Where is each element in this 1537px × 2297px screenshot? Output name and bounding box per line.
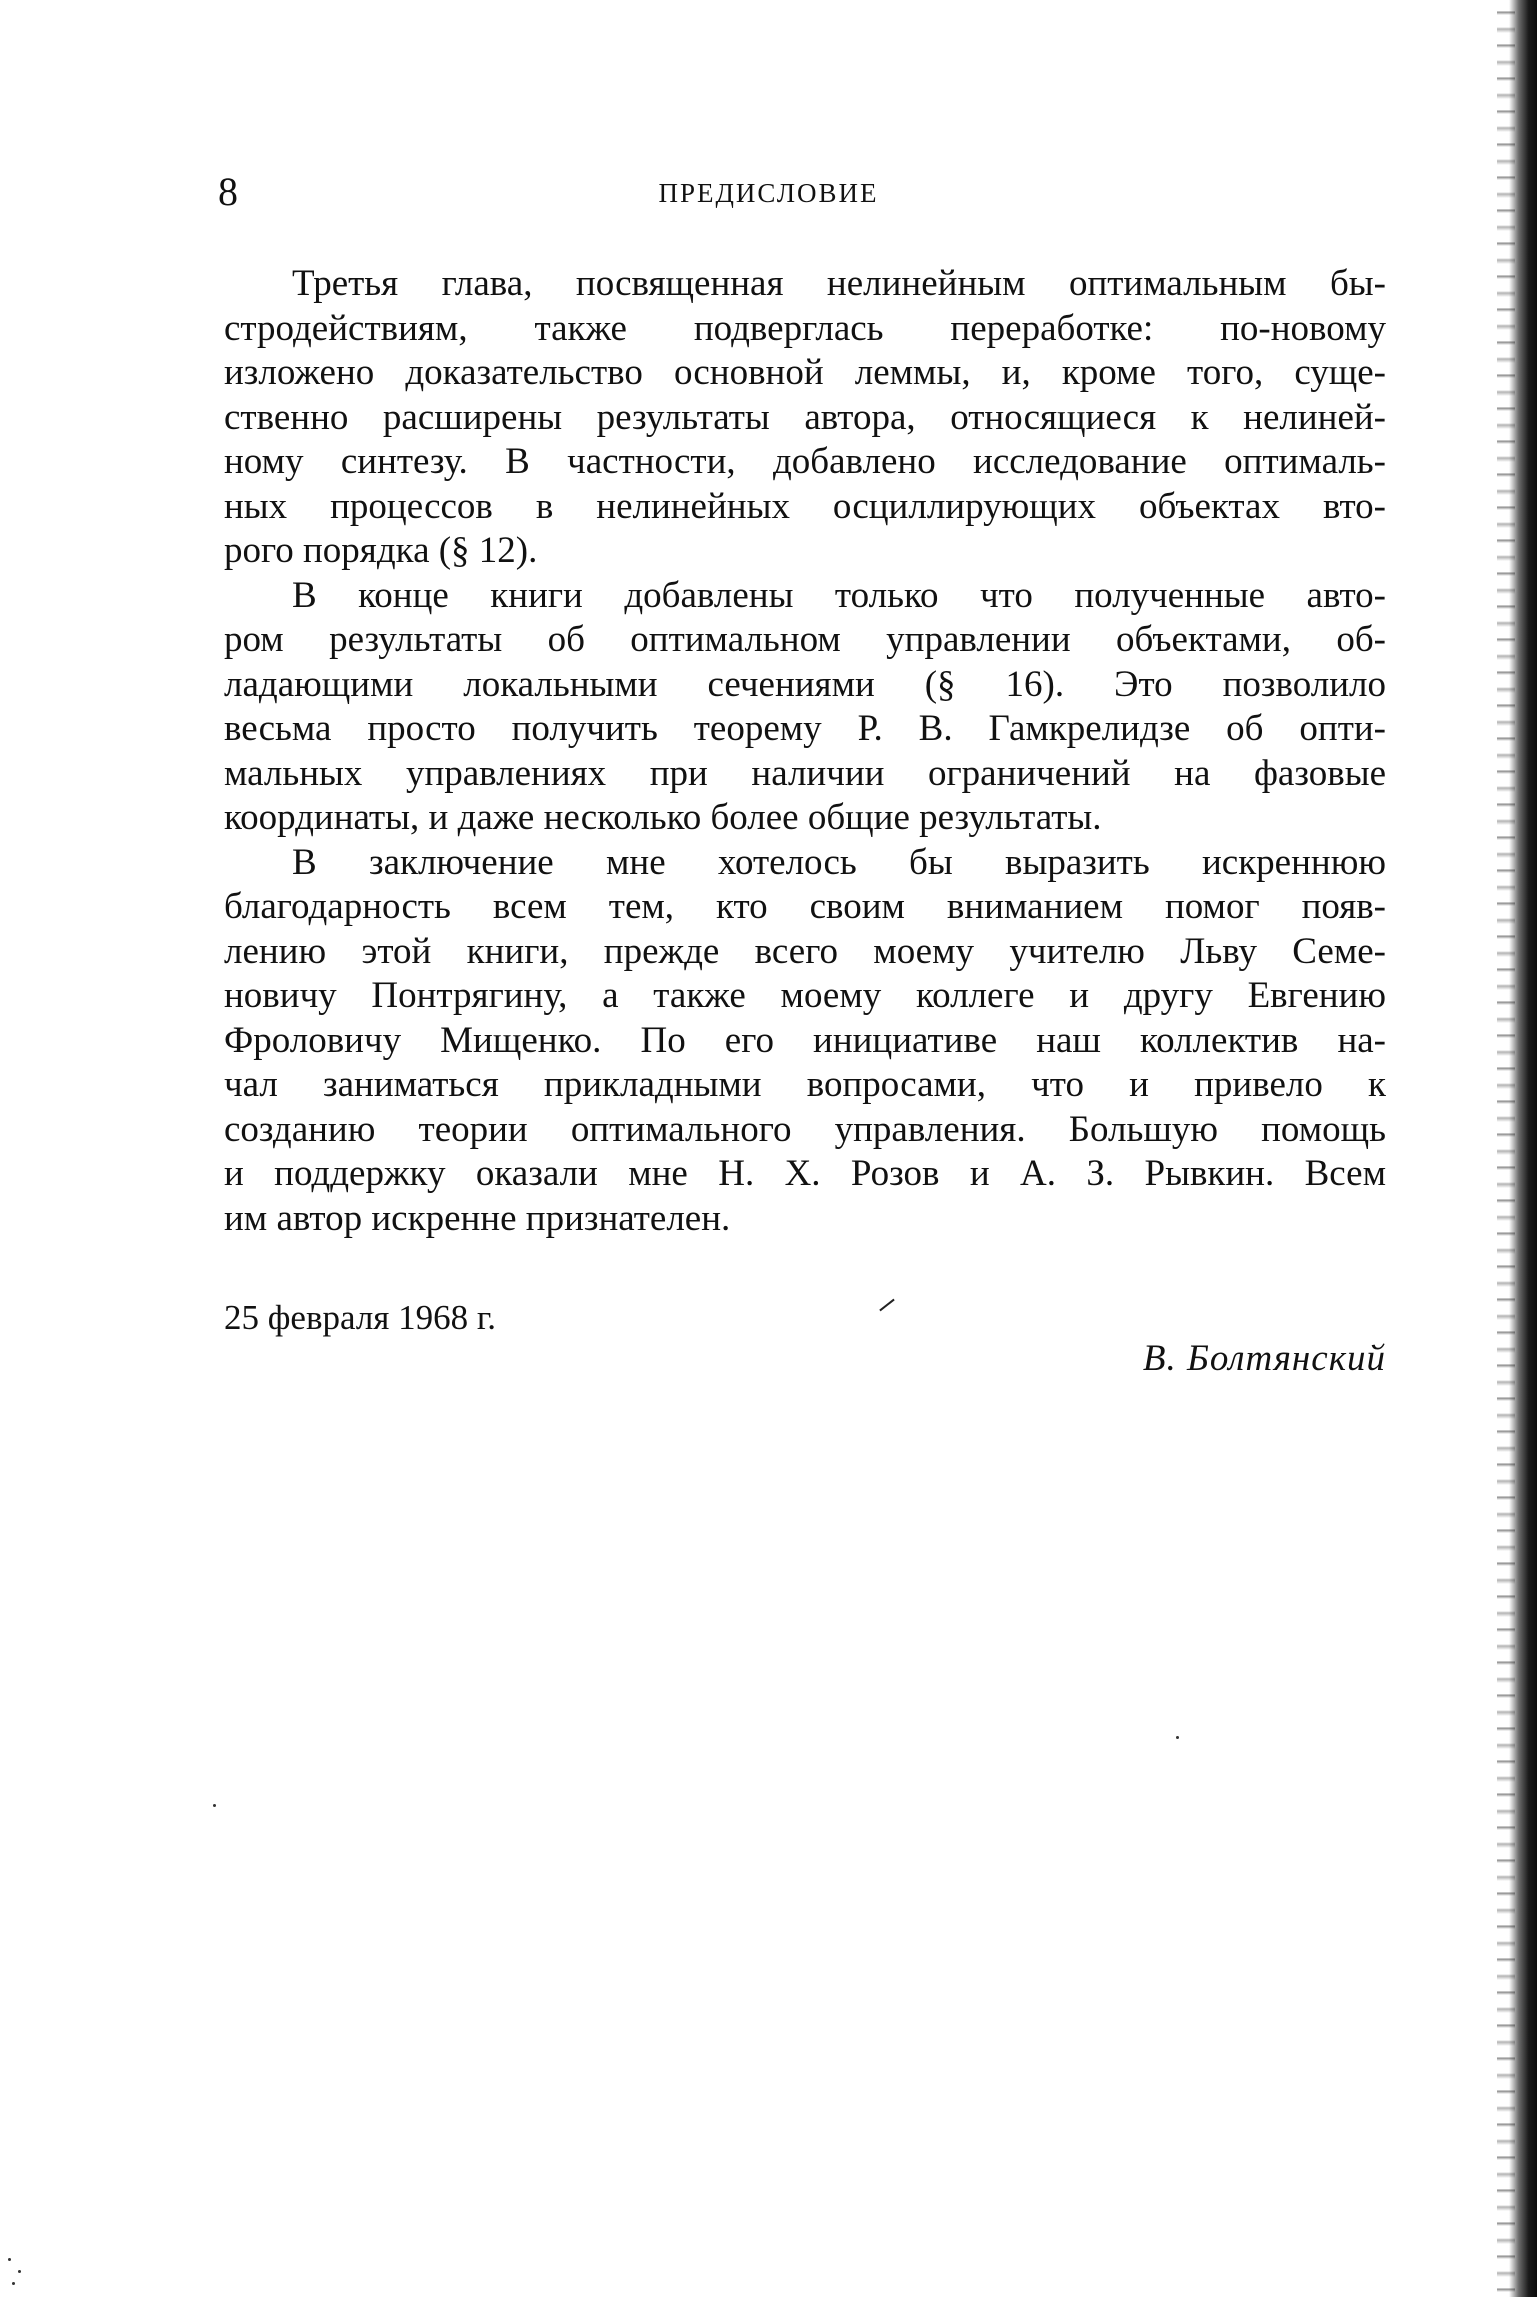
author-signature: В. Болтянский xyxy=(1142,1338,1386,1379)
text-line: ных процессов в нелинейных осциллирующих объектах вто- xyxy=(224,485,1386,527)
scan-speck xyxy=(12,2282,15,2285)
text-line: координаты, и даже несколько более общие результаты. xyxy=(224,797,1102,838)
text-line: стродействиям, также подверглась переработке: по-новому xyxy=(224,307,1386,349)
scan-edge-texture xyxy=(1497,0,1515,2297)
scan-speck xyxy=(8,2258,11,2261)
text-line: рого порядка (§ 12). xyxy=(224,530,538,571)
text-line: изложено доказательство основной леммы, и, кроме того, суще- xyxy=(224,352,1386,393)
text-line: благодарность всем тем, кто своим вниманием помог появ- xyxy=(224,886,1386,927)
text-line: В заключение мне хотелось бы выразить искреннюю xyxy=(292,841,1386,883)
text-line: Фроловичу Мищенко. По его инициативе наш коллектив на- xyxy=(224,1019,1386,1061)
paragraph xyxy=(224,574,1386,841)
text-line: ром результаты об оптимальном управлении объектами, об- xyxy=(224,619,1386,660)
scan-speck xyxy=(1176,1736,1179,1739)
text-line: ному синтезу. В частности, добавлено исследование оптималь- xyxy=(224,441,1386,482)
paragraph xyxy=(224,841,1386,1242)
text-line: ственно расширены результаты автора, относящиеся к нелиней- xyxy=(224,396,1386,438)
scan-speck xyxy=(213,1804,216,1807)
text-line: и поддержку оказали мне Н. Х. Розов и А. З. Рывкин. Всем xyxy=(224,1153,1386,1194)
text-line: В конце книги добавлены только что полученные авто- xyxy=(292,574,1386,616)
text-line: чал заниматься прикладными вопросами, что и привело к xyxy=(224,1064,1386,1105)
section-title: ПРЕДИСЛОВИЕ xyxy=(658,178,879,208)
text-line: им автор искренне признателен. xyxy=(224,1197,731,1239)
text-line: новичу Понтрягину, а также моему коллеге и другу Евгению xyxy=(224,975,1386,1016)
scan-speck xyxy=(18,2270,21,2273)
page-number: 8 xyxy=(218,169,238,214)
date: 25 февраля 1968 г. xyxy=(224,1298,497,1337)
body-text xyxy=(224,262,1386,1241)
text-line: Третья глава, посвященная нелинейным оптимальным бы- xyxy=(292,263,1386,304)
text-line: лению этой книги, прежде всего моему учителю Льву Семе- xyxy=(224,930,1386,972)
text-line: созданию теории оптимального управления. Большую помощь xyxy=(224,1108,1386,1150)
text-line: мальных управлениях при наличии ограничений на фазовые xyxy=(224,752,1386,794)
text-line: ладающими локальными сечениями (§ 16). Это позволило xyxy=(224,663,1386,705)
text-line: весьма просто получить теорему Р. В. Гамкрелидзе об опти- xyxy=(224,708,1386,749)
paragraph xyxy=(224,262,1386,574)
stray-mark xyxy=(879,1299,894,1312)
running-head xyxy=(0,168,1537,228)
